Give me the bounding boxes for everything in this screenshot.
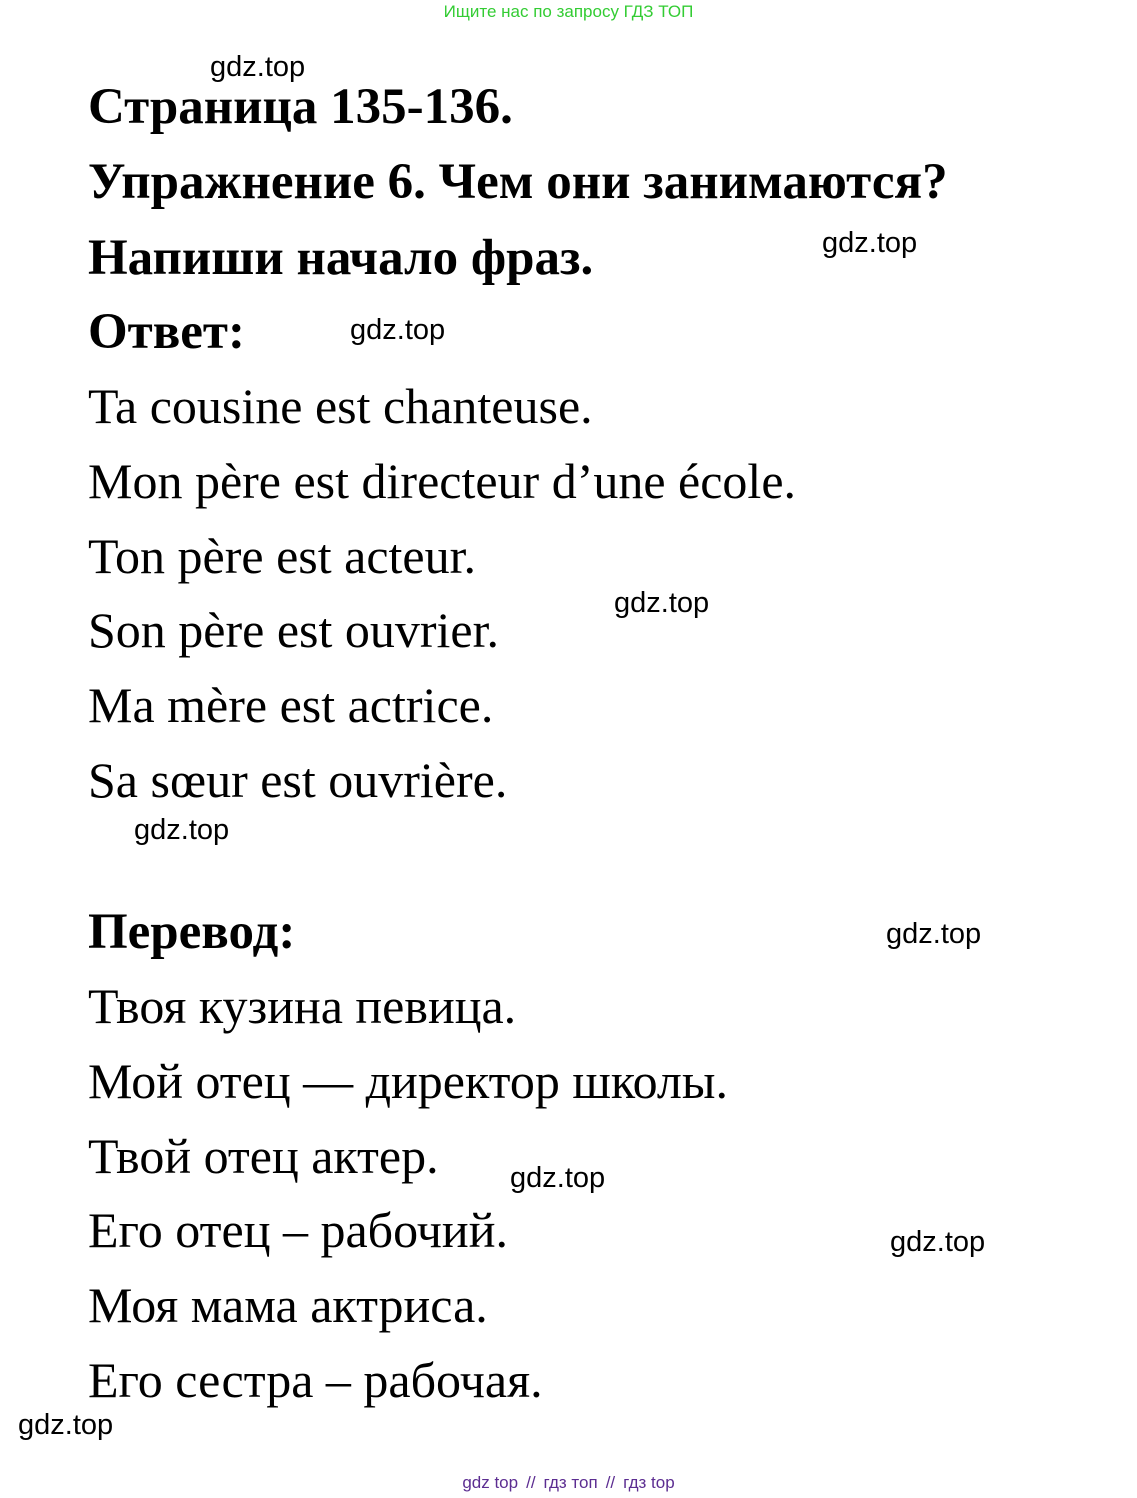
translation-line: Твой отец актер.	[88, 1128, 439, 1184]
footer-link[interactable]: гдз top	[623, 1473, 675, 1492]
watermark: gdz.top	[890, 1226, 986, 1258]
watermark: gdz.top	[18, 1409, 114, 1441]
answer-heading: Ответ:	[88, 304, 245, 360]
watermark: gdz.top	[134, 814, 230, 846]
page-title: Страница 135-136.	[88, 79, 513, 135]
task-title: Напиши начало фраз.	[88, 230, 594, 286]
footer-link[interactable]: gdz top	[462, 1473, 519, 1492]
translation-line: Моя мама актриса.	[88, 1277, 488, 1333]
watermark: gdz.top	[886, 918, 982, 950]
translation-line: Его отец – рабочий.	[88, 1202, 508, 1258]
watermark: gdz.top	[614, 587, 710, 619]
translation-heading: Перевод:	[88, 904, 296, 960]
answer-line: Ta cousine est chanteuse.	[88, 378, 593, 434]
footer-link[interactable]: гдз топ	[543, 1473, 598, 1492]
answer-line: Son père est ouvrier.	[88, 602, 500, 658]
footer-separator: //	[526, 1473, 536, 1492]
answer-line: Mon père est directeur d’une école.	[88, 453, 797, 509]
translation-line: Твоя кузина певица.	[88, 978, 517, 1034]
footer-separator: //	[605, 1473, 616, 1492]
watermark: gdz.top	[822, 227, 918, 259]
exercise-title: Упражнение 6. Чем они занимаются?	[88, 154, 948, 210]
answer-line: Ton père est acteur.	[88, 528, 476, 584]
watermark: gdz.top	[210, 51, 306, 83]
translation-line: Мой отец — директор школы.	[88, 1053, 728, 1109]
footer-links	[0, 1473, 1137, 1493]
watermark: gdz.top	[510, 1162, 606, 1194]
translation-line: Его сестра – рабочая.	[88, 1352, 543, 1408]
top-banner: Ищите нас по запросу ГДЗ ТОП	[443, 2, 694, 21]
answer-line: Ma mère est actrice.	[88, 677, 494, 733]
answer-line: Sa sœur est ouvrière.	[88, 752, 508, 808]
watermark: gdz.top	[350, 314, 446, 346]
